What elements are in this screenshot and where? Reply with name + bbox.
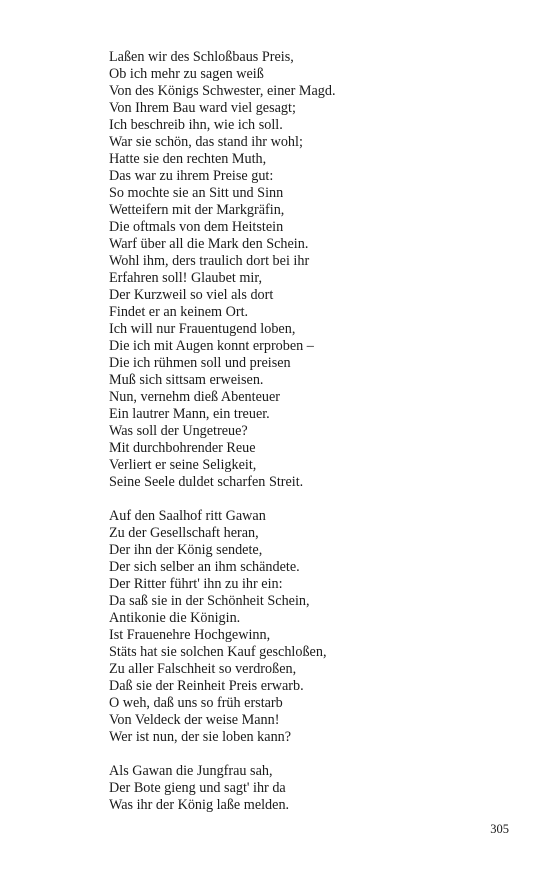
poem-line: Von Ihrem Bau ward viel gesagt; xyxy=(109,100,296,116)
poem-line: Als Gawan die Jungfrau sah, xyxy=(109,763,273,779)
poem-line: Was ihr der König laße melden. xyxy=(109,797,290,813)
poem-line: Nun, vernehm dieß Abenteuer xyxy=(109,389,280,405)
poem-line: Seine Seele duldet scharfen Streit. xyxy=(109,474,304,490)
poem-line: Der sich selber an ihm schändete. xyxy=(109,559,300,575)
stanza xyxy=(109,49,529,491)
poem-line: Mit durchbohrender Reue xyxy=(109,440,256,456)
poem-line: Hatte sie den rechten Muth, xyxy=(109,151,267,167)
poem-line: Ich beschreib ihn, wie ich soll. xyxy=(109,117,283,133)
poem-line: Da saß sie in der Schönheit Schein, xyxy=(109,593,310,609)
poem-line: Der ihn der König sendete, xyxy=(109,542,263,558)
poem-line: Von des Königs Schwester, einer Magd. xyxy=(109,83,336,99)
poem-line: Erfahren soll! Glaubet mir, xyxy=(109,270,263,286)
page-number: 305 xyxy=(490,822,509,836)
poem-line: Muß sich sittsam erweisen. xyxy=(109,372,264,388)
poem-line: Das war zu ihrem Preise gut: xyxy=(109,168,274,184)
poem-line: Antikonie die Königin. xyxy=(109,610,241,626)
poem-line: Von Veldeck der weise Mann! xyxy=(109,712,280,728)
poem-line: Der Ritter führt' ihn zu ihr ein: xyxy=(109,576,283,592)
poem-line: Der Bote gieng und sagt' ihr da xyxy=(109,780,286,796)
poem-text xyxy=(109,49,529,814)
poem-line: Zu aller Falschheit so verdroßen, xyxy=(109,661,297,677)
poem-line: Ein lautrer Mann, ein treuer. xyxy=(109,406,270,422)
stanza xyxy=(109,763,529,814)
poem-line: Die ich rühmen soll und preisen xyxy=(109,355,291,371)
poem-line: Wer ist nun, der sie loben kann? xyxy=(109,729,292,745)
poem-line: Stäts hat sie solchen Kauf geschloßen, xyxy=(109,644,327,660)
poem-line: Die oftmals von dem Heitstein xyxy=(109,219,284,235)
poem-line: Zu der Gesellschaft heran, xyxy=(109,525,259,541)
poem-line: Daß sie der Reinheit Preis erwarb. xyxy=(109,678,304,694)
poem-line: Was soll der Ungetreue? xyxy=(109,423,248,439)
poem-line: Findet er an keinem Ort. xyxy=(109,304,249,320)
poem-line: Verliert er seine Seligkeit, xyxy=(109,457,257,473)
poem-line: Der Kurzweil so viel als dort xyxy=(109,287,274,303)
poem-line: Ich will nur Frauentugend loben, xyxy=(109,321,296,337)
poem-line: Die ich mit Augen konnt erproben – xyxy=(109,338,314,354)
poem-line: So mochte sie an Sitt und Sinn xyxy=(109,185,284,201)
poem-line: Auf den Saalhof ritt Gawan xyxy=(109,508,266,524)
poem-line: Laßen wir des Schloßbaus Preis, xyxy=(109,49,294,65)
poem-line: Wohl ihm, ders traulich dort bei ihr xyxy=(109,253,310,269)
poem-line: Ob ich mehr zu sagen weiß xyxy=(109,66,264,82)
poem-line: Ist Frauenehre Hochgewinn, xyxy=(109,627,271,643)
poem-line: Warf über all die Mark den Schein. xyxy=(109,236,309,252)
poem-line: War sie schön, das stand ihr wohl; xyxy=(109,134,303,150)
poem-line: Wetteifern mit der Markgräfin, xyxy=(109,202,285,218)
poem-line: O weh, daß uns so früh erstarb xyxy=(109,695,283,711)
stanza xyxy=(109,508,529,746)
